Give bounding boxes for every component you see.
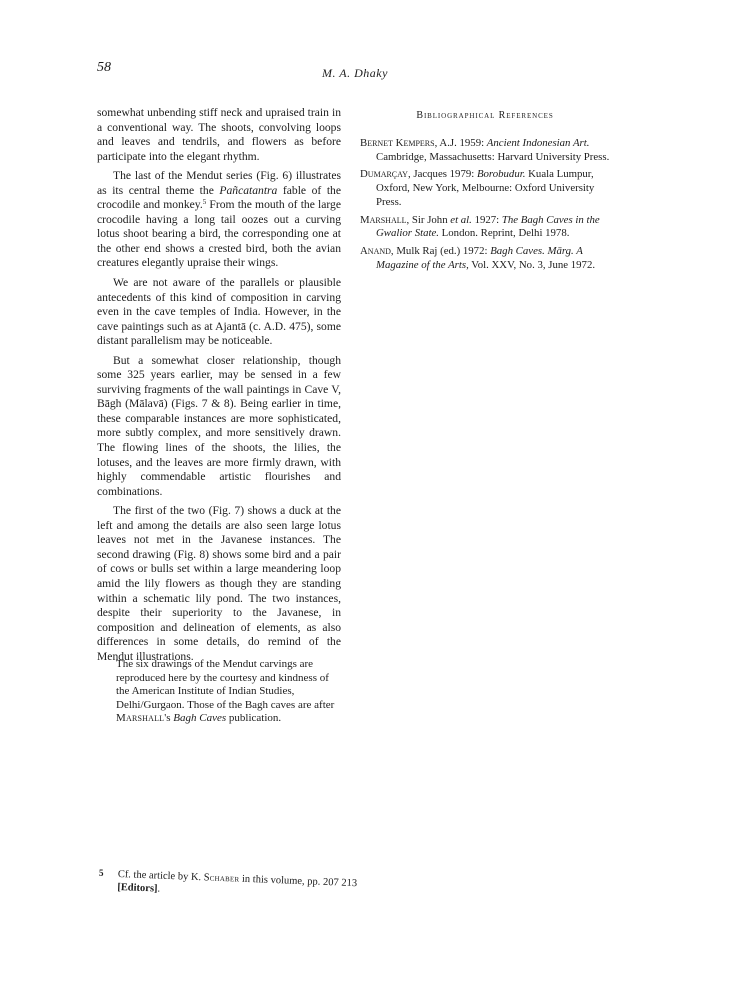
- footnote-text-c: .: [157, 883, 161, 895]
- image-credit-note: [116, 658, 342, 726]
- note-author: Marshall: [116, 712, 165, 725]
- paragraph-5: The first of the two (Fig. 7) shows a duck at the left and among the details are also seen large lotus leaves not met in the Javanese instances. The second drawing (Fig. 8) shows some bird and a pair of cows or bulls set within a large meandering loop amid the lily flowers as though they are standing within a schematic lily pond. The two instances, despite their superiority to the Javanese, in composition and delineation of elements, as also differences in some details, do remind of the Mendut illustrations.: [97, 504, 341, 663]
- note-text-b: 's: [164, 712, 174, 725]
- reference-text: Cambridge, Massachusetts: Harvard University Press.: [376, 150, 610, 163]
- reference-title: Ancient Indonesian Art.: [486, 137, 590, 149]
- reference-entry: [360, 168, 610, 209]
- reference-entry: [360, 137, 610, 164]
- reference-title: Borobudur.: [476, 168, 526, 181]
- reference-text: Vol. XXV, No. 3, June 1972.: [468, 258, 596, 271]
- main-text-column: [97, 106, 341, 669]
- note-publication-title: Bagh Caves: [173, 712, 227, 725]
- footnote-author: Schaber: [203, 872, 240, 885]
- footnote-text-a: Cf. the article by K.: [117, 869, 204, 884]
- reference-entry: [360, 214, 610, 241]
- footnote-text: [117, 869, 399, 905]
- footnote-mark: 5: [99, 868, 104, 878]
- reference-text: , Jacques 1979:: [407, 168, 477, 181]
- reference-text: London. Reprint, Delhi 1978.: [438, 227, 570, 240]
- paragraph-3: We are not aware of the parallels or plausible antecedents of this kind of composition in carving even in the cave temples of India. However, in the cave paintings such as at Ajantā (c. A.D. 475), some distant parallelism may be noticeable.: [97, 276, 341, 348]
- reference-title: Bagh Caves. Mārg. A Magazine of the Arts,: [376, 244, 583, 271]
- footnote-reference[interactable]: 5: [202, 198, 207, 207]
- bibliography-heading: Bibliographical References: [416, 110, 554, 121]
- reference-author: Marshall: [360, 213, 407, 226]
- footnote-editors: [Editors]: [117, 881, 158, 895]
- pancatantra-title: Pañcatantra: [219, 183, 278, 197]
- running-head: M. A. Dhaky: [322, 66, 388, 80]
- paragraph-4: But a somewhat closer relationship, though some 325 years earlier, may be sensed in a few surviving fragments of the wall paintings in Cave V, Bāgh (Mālavā) (Figs. 7 & 8). Being earlier in time, these comparable instances are more sophisticated, more subtly complex, and more sensitively drawn. The flowing lines of the shoots, the lilies, the lotuses, and the leaves are more firmly drawn, with highly commendable artistic flourishes and combinations.: [97, 353, 341, 498]
- paragraph-1: somewhat unbending stiff neck and upraised train in a conventional way. The shoots, convolving loops and leaves and tendrils, and flowers as before participate into the elegant rhythm.: [97, 106, 341, 163]
- note-text-c: publication.: [226, 712, 282, 725]
- reference-author: Bernet Kempers: [360, 137, 435, 149]
- reference-text: Kuala Lumpur, Oxford, New York, Melbourne: Oxford University Press.: [376, 168, 595, 208]
- reference-author: Dumarçay: [360, 168, 408, 181]
- paragraph-2-text-c: From the mouth of the large crocodile having a long tail oozes out a curving lotus shoot bearing a bird, the corresponding one at the other end shows a crested bird, both the avian creatures elegantly upraise their wings.: [97, 198, 342, 270]
- reference-title: The Bagh Caves in the Gwalior State.: [376, 213, 600, 240]
- bibliography: [360, 110, 610, 276]
- reference-et-al: et al.: [450, 213, 472, 226]
- reference-text: , Sir John: [406, 213, 451, 226]
- reference-author: Anand: [360, 244, 391, 257]
- note-text-a: The six drawings of the Mendut carvings are reproduced here by the courtesy and kindness of the American Institute of Indian Studies, Delhi/Gurgaon. Those of the Bagh caves are after: [116, 658, 335, 711]
- paragraph-2-text-b: fable of the crocodile and monkey.: [97, 183, 341, 212]
- footnote: [99, 869, 399, 894]
- footnote-text-b: in this volume, pp. 207 213: [239, 873, 358, 890]
- reference-text: 1927:: [471, 213, 502, 226]
- paragraph-2: [97, 169, 341, 271]
- reference-text: , Mulk Raj (ed.) 1972:: [390, 244, 491, 257]
- paragraph-2-text-a: The last of the Mendut series (Fig. 6) illustrates as its central theme the: [97, 169, 341, 197]
- page-number: 58: [97, 60, 111, 75]
- reference-text: , A.J. 1959:: [434, 137, 487, 149]
- reference-entry: [360, 245, 610, 272]
